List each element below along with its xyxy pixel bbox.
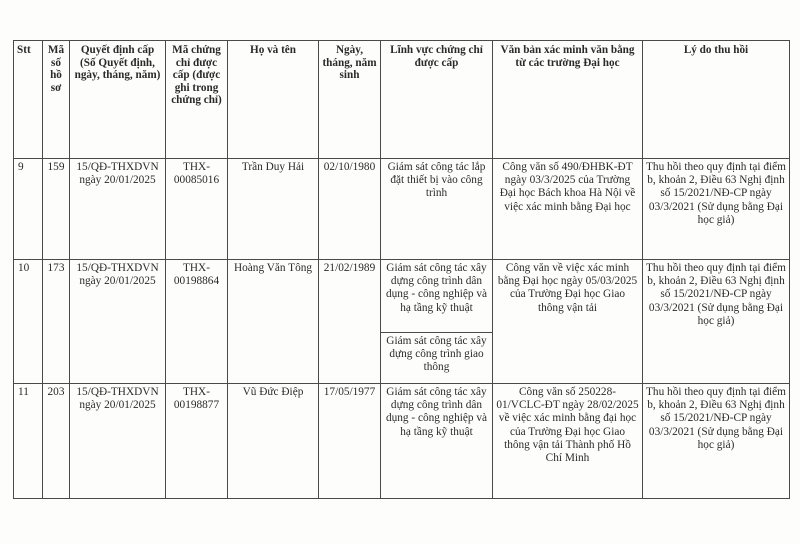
cell-ma-chung-chi: THX-00198864 (166, 260, 228, 384)
cell-van-ban: Công văn số 250228-01/VCLC-ĐT ngày 28/02/2025 về việc xác minh bằng đại học của Trường Đại học Giao thông vận tải Thành phố Hồ Chí Minh (493, 384, 643, 499)
cell-linh-vuc: Giám sát công tác xây dựng công trình dân dụng - công nghiệp và hạ tầng kỹ thuật (381, 260, 493, 333)
cell-stt: 10 (14, 260, 43, 384)
cell-ngay-sinh: 02/10/1980 (319, 159, 381, 260)
header-ho-ten: Họ và tên (228, 41, 319, 159)
header-ly-do: Lý do thu hồi (643, 41, 790, 159)
cell-ma-so: 159 (43, 159, 70, 260)
cell-ma-so: 173 (43, 260, 70, 384)
cell-ly-do: Thu hồi theo quy định tại điểm b, khoản 2, Điều 63 Nghị định số 15/2021/NĐ-CP ngày 03/3/2021 (Sử dụng bằng Đại học giả) (643, 159, 790, 260)
cell-ly-do: Thu hồi theo quy định tại điểm b, khoản 2, Điều 63 Nghị định số 15/2021/NĐ-CP ngày 03/3/2021 (Sử dụng bằng Đại học giả) (643, 384, 790, 499)
cell-ngay-sinh: 17/05/1977 (319, 384, 381, 499)
cell-stt: 9 (14, 159, 43, 260)
header-linh-vuc: Lĩnh vực chứng chỉ được cấp (381, 41, 493, 159)
cell-ho-ten: Trần Duy Hải (228, 159, 319, 260)
cell-quyet-dinh: 15/QĐ-THXDVN ngày 20/01/2025 (70, 260, 166, 384)
header-quyet-dinh: Quyết định cấp (Số Quyết định, ngày, tháng, năm) (70, 41, 166, 159)
cell-stt: 11 (14, 384, 43, 499)
cell-ho-ten: Vũ Đức Điệp (228, 384, 319, 499)
table-row (14, 384, 790, 499)
cell-linh-vuc: Giám sát công tác xây dựng công trình giao thông (381, 333, 493, 384)
header-stt: Stt (14, 41, 43, 159)
cell-van-ban: Công văn số 490/ĐHBK-ĐT ngày 03/3/2025 của Trường Đại học Bách khoa Hà Nội về việc xác minh bằng Đại học (493, 159, 643, 260)
cell-ly-do: Thu hồi theo quy định tại điểm b, khoản 2, Điều 63 Nghị định số 15/2021/NĐ-CP ngày 03/3/2021 (Sử dụng bằng Đại học giả) (643, 260, 790, 384)
header-row (14, 41, 790, 159)
cell-ho-ten: Hoàng Văn Tông (228, 260, 319, 384)
cell-linh-vuc: Giám sát công tác xây dựng công trình dân dụng - công nghiệp và hạ tầng kỹ thuật (381, 384, 493, 499)
header-ngay-sinh: Ngày, tháng, năm sinh (319, 41, 381, 159)
cell-ma-chung-chi: THX-00198877 (166, 384, 228, 499)
header-van-ban: Văn bản xác minh văn bằng từ các trường Đại học (493, 41, 643, 159)
revocation-table (13, 40, 790, 499)
header-ma-so-ho-so: Mã số hồ sơ (43, 41, 70, 159)
cell-ngay-sinh: 21/02/1989 (319, 260, 381, 384)
cell-linh-vuc: Giám sát công tác lắp đặt thiết bị vào công trình (381, 159, 493, 260)
cell-quyet-dinh: 15/QĐ-THXDVN ngày 20/01/2025 (70, 384, 166, 499)
table-row (14, 159, 790, 260)
cell-ma-chung-chi: THX-00085016 (166, 159, 228, 260)
cell-quyet-dinh: 15/QĐ-THXDVN ngày 20/01/2025 (70, 159, 166, 260)
header-ma-chung-chi: Mã chứng chỉ được cấp (được ghi trong chứng chỉ) (166, 41, 228, 159)
cell-ma-so: 203 (43, 384, 70, 499)
cell-van-ban: Công văn về việc xác minh bằng Đại học ngày 05/03/2025 của Trường Đại học Giao thông vận tải (493, 260, 643, 384)
table-row (14, 260, 790, 333)
